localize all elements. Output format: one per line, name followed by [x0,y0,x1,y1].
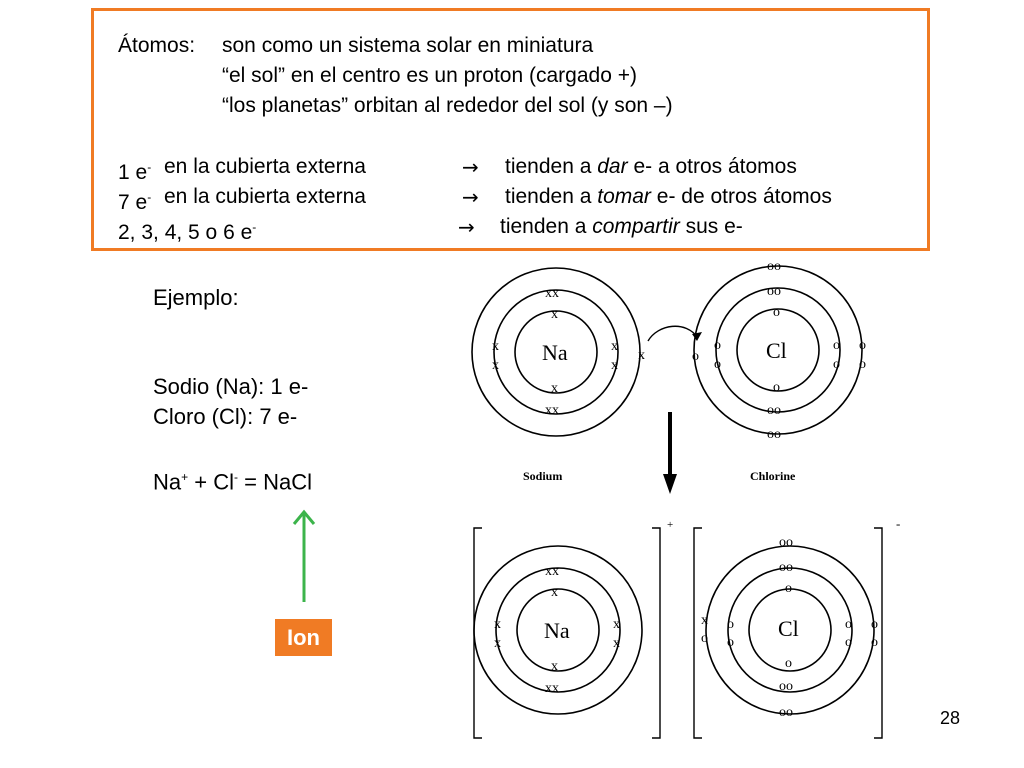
chlorine-electron: o [833,357,840,372]
reaction-equation: Na+ + Cl- = NaCl [153,469,312,495]
chlorine-electron: o [859,357,866,372]
minus-charge: - [896,516,901,531]
arrow-right-icon: → [462,185,479,209]
chlorine-electron: o [859,338,866,353]
sodium-electron: x [492,358,499,373]
page-number: 28 [940,708,961,728]
arrow-right-icon: → [458,215,475,239]
na-symbol: Na [542,340,568,365]
chlorine-electron: o [773,380,780,395]
chlorine-electron: o [773,305,780,320]
atoms-label: Átomos: [118,34,196,57]
na-ion-symbol: Na [544,618,570,643]
sodium-ion-electron: x [613,636,620,651]
plus-charge: + [667,519,674,531]
rule-1-effect: tienden a dar e- a otros átomos [505,155,797,178]
chlorine-ion-electron: o [845,617,852,632]
chlorine-ion-electron: o [845,635,852,650]
chlorine-ion-electron: oo [779,560,793,575]
chlorine-ion-electron: o [785,656,792,671]
sodium-electron: x [611,339,618,354]
chlorine-ion-electron: o [871,635,878,650]
chlorine-electron: oo [767,259,781,274]
chlorine-electron: oo [767,427,781,442]
chlorine-electrons: Cloro (Cl): 7 e- [153,404,298,429]
chlorine-ion-electron: o [727,617,734,632]
planets-line: “los planetas” orbitan al rededor del sol (y son –) [222,94,673,117]
sodium-ion-electron: x [494,636,501,651]
chlorine-electron: o [692,349,699,364]
rule-3-effect: tienden a compartir sus e- [500,215,743,238]
sodium-ion-electron: x [613,617,620,632]
chlorine-ion-electron: x [701,613,708,628]
sodium-ion-electron: xx [545,681,559,696]
chlorine-ion-electron: oo [779,705,793,720]
sodium-ion-electron: xx [545,564,559,579]
rule-2-where: en la cubierta externa [164,185,366,208]
sodium-electron: x [492,339,499,354]
rule-3-count: 2, 3, 4, 5 o 6 e- [118,220,257,244]
sodium-ion-electron: x [551,585,558,600]
chlorine-ion-electron: oo [779,679,793,694]
chlorine-ion-electron: oo [779,535,793,550]
example-heading: Ejemplo: [153,285,239,310]
ion-label: Ion [275,619,332,656]
sodium-ion-electron: x [494,617,501,632]
cl-ion-right-bracket [874,528,882,738]
chlorine-ion-electron: o [701,631,708,646]
atoms-definition: son como un sistema solar en miniatura [222,34,594,57]
rule-2-count: 7 e- [118,190,152,214]
transfer-arrow-icon [648,326,698,341]
chlorine-ion-electron: o [727,635,734,650]
chlorine-electron: o [714,357,721,372]
cl-ion-symbol: Cl [778,616,799,641]
chlorine-electron: oo [767,284,781,299]
chlorine-electron: o [833,338,840,353]
sodium-electron: x [638,348,645,363]
chlorine-electron: oo [767,403,781,418]
sodium-electron: x [611,358,618,373]
cl-symbol: Cl [766,338,787,363]
chlorine-ion-electron: o [871,617,878,632]
sodium-electrons: Sodio (Na): 1 e- [153,374,309,399]
arrow-right-icon: → [462,155,479,179]
sodium-ion-electron: x [551,659,558,674]
sun-line: “el sol” en el centro es un proton (cargado +) [222,64,637,87]
rule-1-count: 1 e- [118,160,152,184]
na-ion-right-bracket [652,528,660,738]
na-ion-left-bracket [474,528,482,738]
chlorine-electron: o [714,338,721,353]
sodium-caption: Sodium [523,469,563,483]
rule-2-effect: tienden a tomar e- de otros átomos [505,185,832,208]
sodium-electron: xx [545,286,559,301]
sodium-electron: x [551,381,558,396]
sodium-electron: x [551,307,558,322]
rule-1-where: en la cubierta externa [164,155,366,178]
sodium-electron: xx [545,403,559,418]
chlorine-ion-electron: o [785,581,792,596]
chlorine-caption: Chlorine [750,469,796,483]
